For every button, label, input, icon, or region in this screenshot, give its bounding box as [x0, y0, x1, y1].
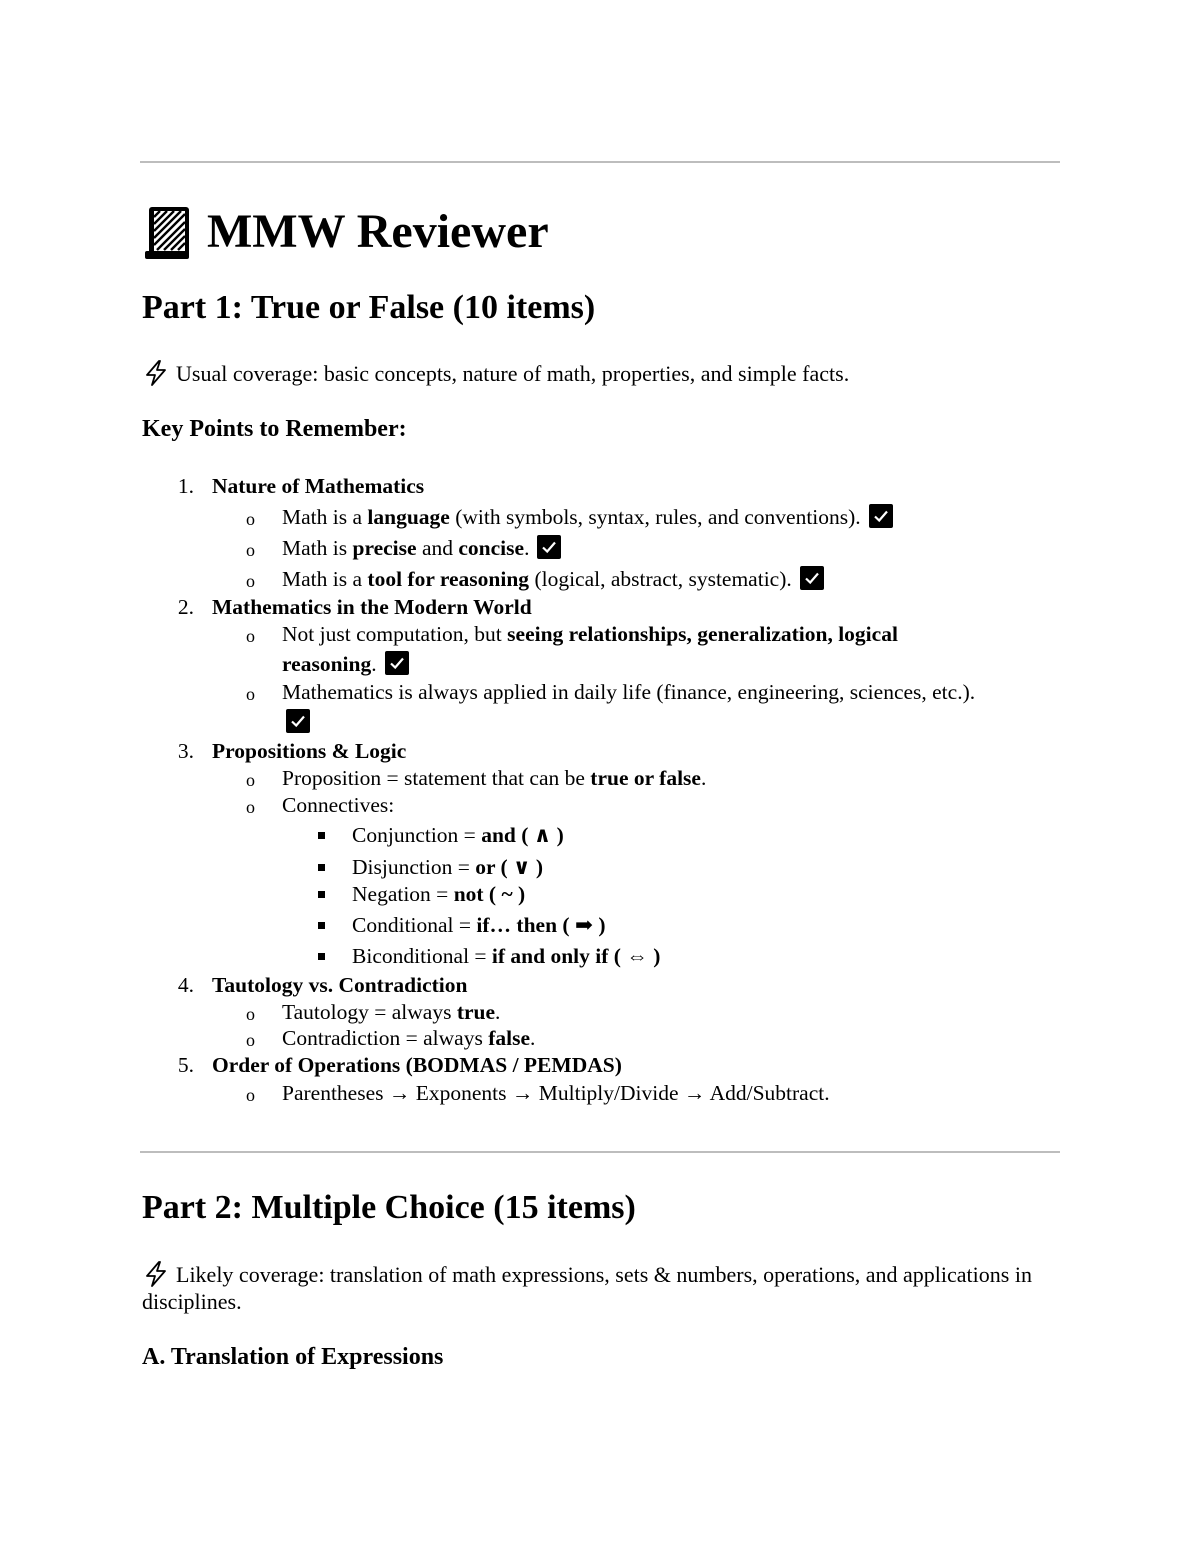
connective-item: Disjunction = or ( ∨ ): [352, 855, 544, 879]
list-item: Proposition = statement that can be true or false.: [282, 766, 707, 790]
list-item-continuation: [278, 708, 310, 736]
part2-note-text: Likely coverage: translation of math expressions, sets & numbers, operations, and applications in disciplines.: [142, 1262, 1032, 1314]
square-bullet: [318, 832, 325, 839]
circle-bullet: o: [246, 797, 255, 817]
list-item-title: Mathematics in the Modern World: [212, 595, 532, 619]
page-title: [143, 200, 549, 264]
list-item: Parentheses → Exponents → Multiply/Divide → Add/Subtract.: [282, 1081, 830, 1105]
connective-item: Negation = not ( ~ ): [352, 882, 526, 906]
square-bullet: [318, 864, 325, 871]
square-bullet: [318, 953, 325, 960]
list-item: Math is a tool for reasoning (logical, abstract, systematic).: [282, 565, 824, 593]
connective-item: Conditional = if… then ( ➡ ): [352, 913, 606, 937]
connective-item: Biconditional = if and only if ( ⇔ ): [352, 944, 661, 968]
key-points-heading: Key Points to Remember:: [142, 416, 407, 442]
list-item-title: Order of Operations (BODMAS / PEMDAS): [212, 1053, 622, 1077]
list-item-continuation: reasoning.: [282, 650, 409, 678]
list-number: 4.: [177, 973, 194, 997]
list-item: Math is precise and concise.: [282, 534, 561, 562]
book-icon: [143, 203, 193, 261]
check-mark-icon: [800, 566, 824, 590]
list-item-title: Propositions & Logic: [212, 739, 407, 763]
list-number: 3.: [177, 739, 194, 763]
list-item-title: Tautology vs. Contradiction: [212, 973, 468, 997]
list-item: Math is a language (with symbols, syntax, rules, and conventions).: [282, 503, 893, 531]
check-mark-icon: [869, 504, 893, 528]
list-item: Contradiction = always false.: [282, 1026, 536, 1050]
circle-bullet: o: [246, 1004, 255, 1024]
part2-heading: Part 2: Multiple Choice (15 items): [142, 1189, 636, 1226]
check-mark-icon: [286, 709, 310, 733]
square-bullet: [318, 922, 325, 929]
lightning-bolt-icon: [142, 359, 170, 387]
check-mark-icon: [385, 651, 409, 675]
part1-note-text: Usual coverage: basic concepts, nature of math, properties, and simple facts.: [176, 361, 850, 386]
part1-note: [142, 359, 1042, 387]
list-item: Mathematics is always applied in daily life (finance, engineering, sciences, etc.).: [282, 680, 976, 704]
part2-subheading: A. Translation of Expressions: [142, 1344, 444, 1370]
list-item: Connectives:: [282, 793, 395, 817]
circle-bullet: o: [246, 540, 255, 560]
connective-item: Conjunction = and ( ∧ ): [352, 823, 564, 847]
list-number: 1.: [177, 474, 194, 498]
list-item: Not just computation, but seeing relationships, generalization, logical: [282, 622, 898, 646]
circle-bullet: o: [246, 626, 255, 646]
horizontal-rule: [140, 1151, 1060, 1153]
square-bullet: [318, 891, 325, 898]
circle-bullet: o: [246, 571, 255, 591]
part2-note: [142, 1260, 1042, 1315]
check-mark-icon: [537, 535, 561, 559]
page-title-text: MMW Reviewer: [207, 205, 549, 258]
circle-bullet: o: [246, 770, 255, 790]
circle-bullet: o: [246, 509, 255, 529]
circle-bullet: o: [246, 684, 255, 704]
list-number: 2.: [177, 595, 194, 619]
circle-bullet: o: [246, 1085, 255, 1105]
list-item-title: Nature of Mathematics: [212, 474, 425, 498]
list-item: Tautology = always true.: [282, 1000, 501, 1024]
circle-bullet: o: [246, 1030, 255, 1050]
part1-heading: Part 1: True or False (10 items): [142, 289, 596, 326]
lightning-bolt-icon: [142, 1260, 170, 1288]
list-number: 5.: [177, 1053, 194, 1077]
horizontal-rule: [140, 161, 1060, 163]
